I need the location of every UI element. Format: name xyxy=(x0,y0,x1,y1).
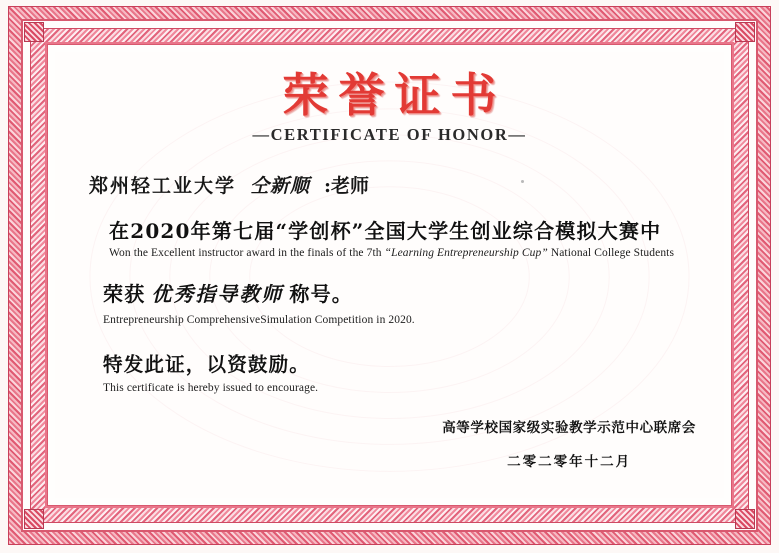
recipient-school: 郑州轻工业大学 xyxy=(89,174,237,197)
certificate-body xyxy=(55,171,724,394)
statement-competition-cn: 在2020年第七届“学创杯”全国大学生创业综合模拟大赛中 xyxy=(109,218,662,243)
corner-ornament-top-right xyxy=(735,22,755,42)
corner-ornament-bottom-left xyxy=(24,509,44,529)
certificate-title-en: —CERTIFICATE OF HONOR— xyxy=(252,124,527,144)
issuer-organization: 高等学校国家级实验教学示范中心联席会 xyxy=(442,420,696,436)
statement-award xyxy=(89,281,700,326)
award-prefix: 荣获 xyxy=(103,281,146,306)
statement-encouragement xyxy=(89,352,700,394)
statement-competition-en xyxy=(89,247,700,259)
certificate-title-cn: 荣誉证书 xyxy=(282,68,507,122)
statement-award-en: Entrepreneurship ComprehensiveSimulation Competition in 2020. xyxy=(103,313,415,326)
recipient-line xyxy=(89,171,700,198)
corner-ornament-bottom-right xyxy=(735,509,755,529)
title-block xyxy=(55,70,724,145)
award-suffix: 称号。 xyxy=(289,281,354,306)
statement-competition xyxy=(89,218,700,259)
statement-competition-en-suffix: National College Students xyxy=(547,246,675,259)
statement-award-cn xyxy=(89,281,700,308)
issuer-block xyxy=(442,416,696,470)
award-title: 优秀指导教师 xyxy=(151,281,284,306)
issuer-date: 二零二零年十二月 xyxy=(507,454,632,470)
statement-encouragement-en: This certificate is hereby issued to encourage. xyxy=(103,381,319,394)
corner-ornament-top-left xyxy=(24,22,44,42)
certificate-paper xyxy=(55,52,724,498)
recipient-name: 仝新顺 xyxy=(250,174,311,197)
statement-competition-en-prefix: Won the Excellent instructor award in the finals of the 7th xyxy=(109,246,385,259)
recipient-role: :老师 xyxy=(324,174,370,197)
statement-competition-en-italic: “Learning Entrepreneurship Cup” xyxy=(384,246,548,259)
statement-encouragement-cn: 特发此证，以资鼓励。 xyxy=(103,352,311,376)
